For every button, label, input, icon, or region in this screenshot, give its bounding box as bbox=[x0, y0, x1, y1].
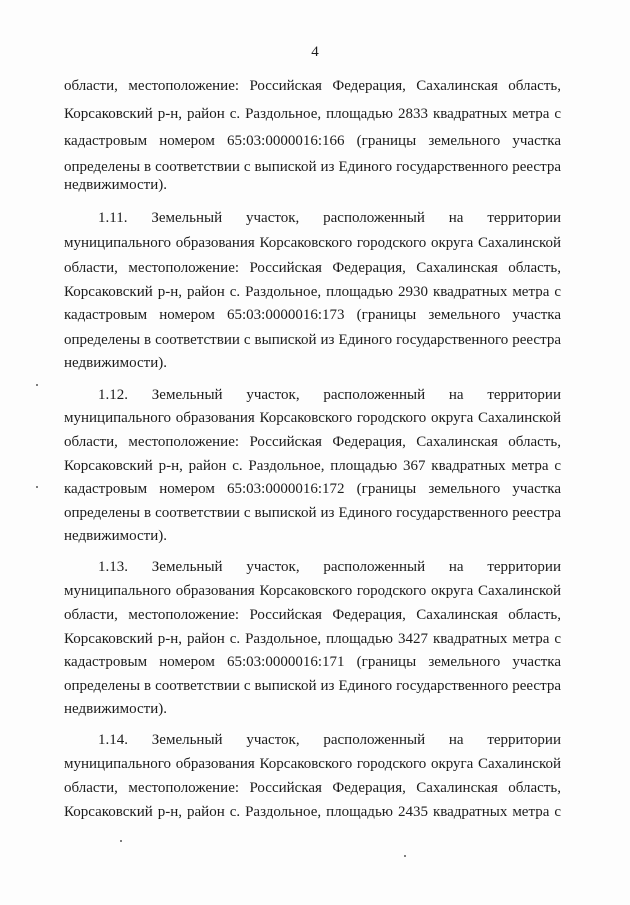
text-line: недвижимости). bbox=[64, 177, 167, 193]
text-line: Корсаковский р-н, район с. Раздольное, площадью 2435 квадратных метра с bbox=[64, 804, 561, 820]
text-line: недвижимости). bbox=[64, 701, 167, 717]
text-line: области, местоположение: Российская Федерация, Сахалинская область, bbox=[64, 780, 561, 796]
text-line: Корсаковский р-н, район с. Раздольное, площадью 2833 квадратных метра с bbox=[64, 106, 561, 122]
text-line: определены в соответствии с выпиской из Единого государственного реестра bbox=[64, 332, 561, 348]
scan-speck bbox=[120, 840, 122, 842]
text-line: области, местоположение: Российская Федерация, Сахалинская область, bbox=[64, 607, 561, 623]
text-line: кадастровым номером 65:03:0000016:171 (границы земельного участка bbox=[64, 654, 561, 670]
text-line: кадастровым номером 65:03:0000016:166 (границы земельного участка bbox=[64, 133, 561, 149]
text-line: недвижимости). bbox=[64, 355, 167, 371]
text-line: определены в соответствии с выпиской из Единого государственного реестра bbox=[64, 159, 561, 175]
text-line: области, местоположение: Российская Федерация, Сахалинская область, bbox=[64, 78, 561, 94]
text-line: Корсаковский р-н, район с. Раздольное, площадью 3427 квадратных метра с bbox=[64, 631, 561, 647]
text-line: кадастровым номером 65:03:0000016:173 (границы земельного участка bbox=[64, 307, 561, 323]
text-line: муниципального образования Корсаковского городского округа Сахалинской bbox=[64, 583, 561, 599]
text-line: области, местоположение: Российская Федерация, Сахалинская область, bbox=[64, 434, 561, 450]
text-line: определены в соответствии с выпиской из Единого государственного реестра bbox=[64, 505, 561, 521]
text-line: 1.14. Земельный участок, расположенный на территории bbox=[98, 732, 561, 748]
text-line: муниципального образования Корсаковского городского округа Сахалинской bbox=[64, 756, 561, 772]
text-line: муниципального образования Корсаковского городского округа Сахалинской bbox=[64, 235, 561, 251]
text-line: определены в соответствии с выпиской из Единого государственного реестра bbox=[64, 678, 561, 694]
text-line: Корсаковский р-н, район с. Раздольное, площадью 2930 квадратных метра с bbox=[64, 284, 561, 300]
page-number: 4 bbox=[311, 44, 319, 60]
text-line: 1.13. Земельный участок, расположенный на территории bbox=[98, 559, 561, 575]
scan-speck bbox=[404, 855, 406, 857]
text-line: 1.11. Земельный участок, расположенный на территории bbox=[98, 210, 561, 226]
text-line: муниципального образования Корсаковского городского округа Сахалинской bbox=[64, 410, 561, 426]
text-line: кадастровым номером 65:03:0000016:172 (границы земельного участка bbox=[64, 481, 561, 497]
text-line: области, местоположение: Российская Федерация, Сахалинская область, bbox=[64, 260, 561, 276]
text-line: Корсаковский р-н, район с. Раздольное, площадью 367 квадратных метра с bbox=[64, 458, 561, 474]
scan-speck bbox=[36, 384, 38, 386]
text-line: недвижимости). bbox=[64, 528, 167, 544]
scan-speck bbox=[36, 486, 38, 488]
text-line: 1.12. Земельный участок, расположенный на территории bbox=[98, 387, 561, 403]
